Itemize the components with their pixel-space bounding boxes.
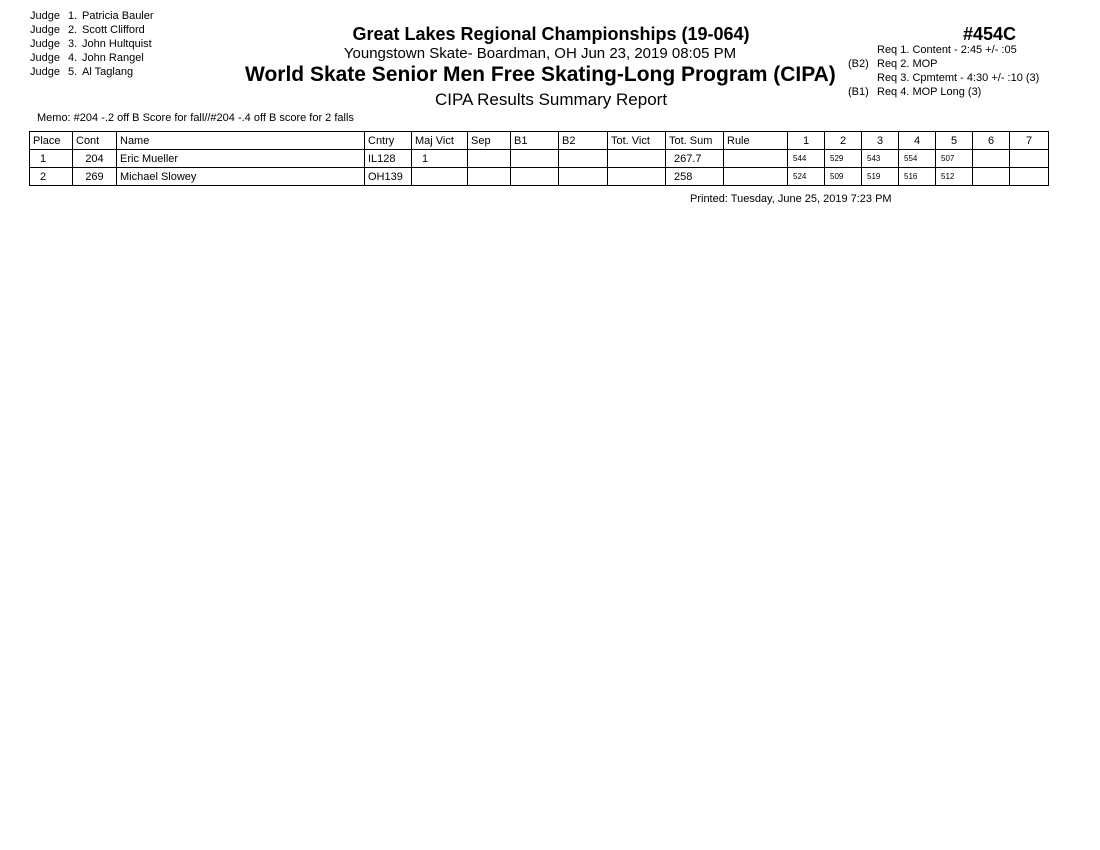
judge-number: 1. bbox=[68, 10, 78, 22]
cell-cntry: IL128 bbox=[365, 150, 412, 168]
judge-row bbox=[30, 9, 154, 23]
col-header-judge-3: 3 bbox=[862, 132, 899, 150]
cell-cntry: OH139 bbox=[365, 168, 412, 186]
col-header-name: Name bbox=[117, 132, 365, 150]
table-row bbox=[30, 150, 1049, 168]
judge-number: 2. bbox=[68, 24, 78, 36]
col-header-maj-vict: Maj Vict bbox=[412, 132, 468, 150]
location-text: Youngstown Skate- Boardman, OH Jun 23, 2019 08:05 PM bbox=[343, 45, 737, 62]
col-header-judge-5: 5 bbox=[936, 132, 973, 150]
table-header-row bbox=[30, 132, 1049, 150]
col-header-judge-6: 6 bbox=[973, 132, 1010, 150]
judge-name: Patricia Bauler bbox=[82, 10, 154, 22]
judge-number: 3. bbox=[68, 38, 78, 50]
cell-judge-1: 544 bbox=[788, 150, 825, 168]
cell-maj-vict bbox=[412, 168, 468, 186]
col-header-judge-7: 7 bbox=[1010, 132, 1049, 150]
cell-name: Michael Slowey bbox=[117, 168, 365, 186]
col-header-cntry: Cntry bbox=[365, 132, 412, 150]
col-header-cont: Cont bbox=[73, 132, 117, 150]
results-table bbox=[29, 131, 1049, 186]
col-header-place: Place bbox=[30, 132, 73, 150]
cell-maj-vict: 1 bbox=[412, 150, 468, 168]
requirement-text: Req 3. Cpmtemt - 4:30 +/- :10 (3) bbox=[877, 72, 1040, 84]
printed-timestamp: Printed: Tuesday, June 25, 2019 7:23 PM bbox=[690, 193, 892, 205]
event-number: #454C bbox=[963, 24, 1017, 44]
cell-b2 bbox=[559, 168, 608, 186]
competition-title-text: Great Lakes Regional Championships (19-064) bbox=[352, 24, 750, 44]
judge-label: Judge bbox=[30, 66, 60, 78]
col-header-judge-4: 4 bbox=[899, 132, 936, 150]
cell-cont: 269 bbox=[73, 168, 117, 186]
requirement-text: Req 1. Content - 2:45 +/- :05 bbox=[877, 44, 1017, 56]
judge-row bbox=[30, 65, 154, 79]
cell-judge-6 bbox=[973, 150, 1010, 168]
col-header-tot-sum: Tot. Sum bbox=[666, 132, 724, 150]
report-title-text: CIPA Results Summary Report bbox=[434, 90, 668, 109]
cell-place: 2 bbox=[30, 168, 73, 186]
cell-b1 bbox=[511, 168, 559, 186]
col-header-tot-vict: Tot. Vict bbox=[608, 132, 666, 150]
event-title: World Skate Senior Men Free Skating-Long Program (CIPA) bbox=[245, 63, 836, 86]
competition-title bbox=[0, 24, 1100, 45]
col-header-rule: Rule bbox=[724, 132, 788, 150]
judge-label: Judge bbox=[30, 10, 60, 22]
col-header-judge-1: 1 bbox=[788, 132, 825, 150]
col-header-judge-2: 2 bbox=[825, 132, 862, 150]
cell-sep bbox=[468, 150, 511, 168]
judge-name: Scott Clifford bbox=[82, 24, 145, 36]
judge-label: Judge bbox=[30, 52, 60, 64]
cell-judge-7 bbox=[1010, 150, 1049, 168]
cell-judge-2: 529 bbox=[825, 150, 862, 168]
cell-cont: 204 bbox=[73, 150, 117, 168]
table-row bbox=[30, 168, 1049, 186]
cell-judge-6 bbox=[973, 168, 1010, 186]
cell-judge-3: 543 bbox=[862, 150, 899, 168]
cell-tot-vict bbox=[608, 168, 666, 186]
judge-name: John Hultquist bbox=[82, 38, 152, 50]
requirement-prefix: (B2) bbox=[848, 58, 869, 70]
cell-judge-2: 509 bbox=[825, 168, 862, 186]
cell-b2 bbox=[559, 150, 608, 168]
cell-tot-sum: 267.7 bbox=[666, 150, 724, 168]
cell-judge-5: 512 bbox=[936, 168, 973, 186]
judge-label: Judge bbox=[30, 38, 60, 50]
cell-judge-3: 519 bbox=[862, 168, 899, 186]
cell-place: 1 bbox=[30, 150, 73, 168]
judge-number: 5. bbox=[68, 66, 78, 78]
cell-tot-sum: 258 bbox=[666, 168, 724, 186]
requirement-text: Req 4. MOP Long (3) bbox=[877, 86, 982, 98]
col-header-b1: B1 bbox=[511, 132, 559, 150]
cell-judge-7 bbox=[1010, 168, 1049, 186]
cell-name: Eric Mueller bbox=[117, 150, 365, 168]
cell-rule bbox=[724, 168, 788, 186]
cell-judge-4: 516 bbox=[899, 168, 936, 186]
cell-rule bbox=[724, 150, 788, 168]
col-header-sep: Sep bbox=[468, 132, 511, 150]
cell-sep bbox=[468, 168, 511, 186]
cell-b1 bbox=[511, 150, 559, 168]
judge-number: 4. bbox=[68, 52, 78, 64]
cell-judge-4: 554 bbox=[899, 150, 936, 168]
cell-judge-1: 524 bbox=[788, 168, 825, 186]
requirement-prefix: (B1) bbox=[848, 86, 869, 98]
judge-name: John Rangel bbox=[82, 52, 144, 64]
col-header-b2: B2 bbox=[559, 132, 608, 150]
judge-label: Judge bbox=[30, 24, 60, 36]
cell-tot-vict bbox=[608, 150, 666, 168]
judge-name: Al Taglang bbox=[82, 66, 134, 78]
requirement-text: Req 2. MOP bbox=[877, 58, 938, 70]
memo: Memo: #204 -.2 off B Score for fall//#204 -.4 off B score for 2 falls bbox=[37, 112, 354, 124]
cell-judge-5: 507 bbox=[936, 150, 973, 168]
